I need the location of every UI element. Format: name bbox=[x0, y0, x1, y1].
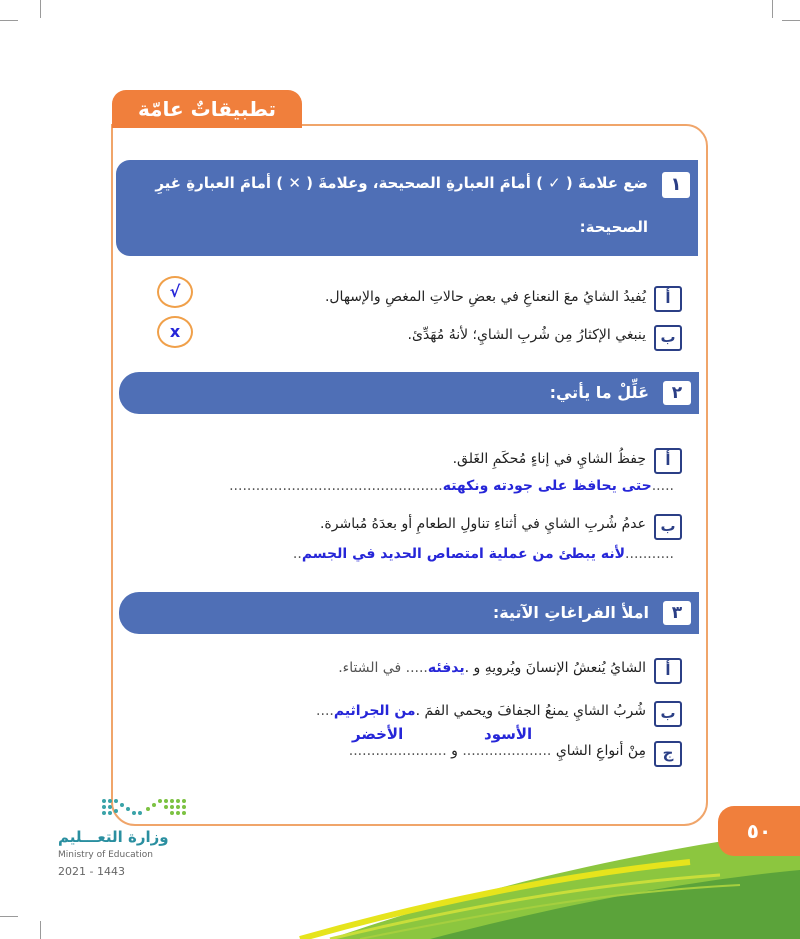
dotted-blank: .................... bbox=[462, 743, 552, 759]
statement-text: ينبغي الإكثارُ مِن شُربِ الشايِ؛ لأنهُ مُهَدِّئ. bbox=[407, 327, 646, 343]
page-title: تطبيقاتٌ عامّة bbox=[112, 90, 302, 128]
green-swoosh-decoration bbox=[0, 830, 800, 939]
conjunction: و bbox=[451, 743, 458, 759]
item-letter: أ bbox=[654, 286, 682, 312]
page-number: ٥٠ bbox=[718, 806, 800, 856]
dotted-blank: ..... bbox=[651, 478, 674, 494]
fill-in-sentence bbox=[338, 660, 646, 676]
written-answer[interactable]: لأنه يبطئ من عملية امتصاص الحديد في الجسم bbox=[301, 546, 626, 562]
sentence-text: شُربُ الشايِ يمنعُ الجفافَ ويحمي الفمَ . bbox=[415, 703, 646, 719]
statement-text: يُفيدُ الشايُ معَ النعناعِ في بعضِ حالاتِ المغصِ والإسهال. bbox=[324, 289, 646, 305]
dotted-blank: ........... bbox=[625, 546, 674, 562]
answer-line bbox=[293, 546, 674, 562]
statement-text: حِفظُ الشايِ في إناءٍ مُحكَمِ الغَلق. bbox=[452, 451, 646, 467]
dotted-blank: ...................... bbox=[348, 743, 447, 759]
sentence-text: ..... في الشتاء. bbox=[338, 660, 428, 676]
question-1-banner bbox=[116, 160, 698, 256]
written-answer[interactable]: يدفئه bbox=[427, 660, 465, 676]
ministry-logo-dots-icon bbox=[100, 795, 192, 819]
item-letter: ب bbox=[654, 325, 682, 351]
sentence-text: الشايُ يُنعشُ الإنسانَ ويُرويهِ و . bbox=[464, 660, 646, 676]
item-letter: أ bbox=[654, 448, 682, 474]
written-answer[interactable]: الأخضر bbox=[352, 725, 404, 743]
item-letter: ب bbox=[654, 514, 682, 540]
question-2-banner bbox=[119, 372, 699, 414]
question-number: ٢ bbox=[663, 381, 691, 405]
cross-answer-mark[interactable]: x bbox=[157, 316, 193, 348]
ministry-name-ar: وزارة التعـــليم bbox=[58, 828, 169, 846]
ministry-name-en: Ministry of Education bbox=[58, 850, 153, 860]
fill-in-sentence bbox=[349, 743, 646, 759]
question-instruction-cont: الصحيحة: bbox=[579, 218, 648, 236]
dotted-blank: .. bbox=[292, 546, 302, 562]
question-instruction: ضع علامةَ ( ✓ ) أمامَ العبارةِ الصحيحة، وعلامةَ ( ✕ ) أمامَ العبارةِ غيرِ bbox=[155, 174, 648, 192]
question-number: ١ bbox=[662, 172, 690, 198]
written-answer[interactable]: حتى يحافظ على جودته ونكهته bbox=[442, 478, 652, 494]
item-letter: ب bbox=[654, 701, 682, 727]
crop-mark bbox=[782, 20, 800, 21]
crop-mark bbox=[40, 0, 41, 18]
crop-mark bbox=[0, 20, 18, 21]
item-letter: أ bbox=[654, 658, 682, 684]
dotted-blank: .... bbox=[316, 703, 334, 719]
sentence-text: مِنْ أنواعِ الشايِ bbox=[555, 743, 646, 759]
question-number: ٣ bbox=[663, 601, 691, 625]
dotted-blank: ................................................ bbox=[229, 478, 443, 494]
fill-in-sentence bbox=[316, 703, 646, 719]
item-letter: ج bbox=[654, 741, 682, 767]
answer-line bbox=[229, 478, 674, 494]
question-title: املأ الفراغاتِ الآتية: bbox=[492, 603, 649, 622]
question-3-banner bbox=[119, 592, 699, 634]
written-answer[interactable]: الأسود bbox=[484, 725, 533, 743]
check-answer-mark[interactable]: √ bbox=[157, 276, 193, 308]
question-title: عَلِّلْ ما يأتي: bbox=[549, 383, 649, 402]
written-answer[interactable]: من الجراثيم bbox=[333, 703, 416, 719]
edition-year: 2021 - 1443 bbox=[58, 865, 125, 878]
crop-mark bbox=[772, 0, 773, 18]
statement-text: عدمُ شُربِ الشايِ في أثناءِ تناولِ الطعامِ أو بعدَهُ مُباشرة. bbox=[319, 516, 646, 532]
